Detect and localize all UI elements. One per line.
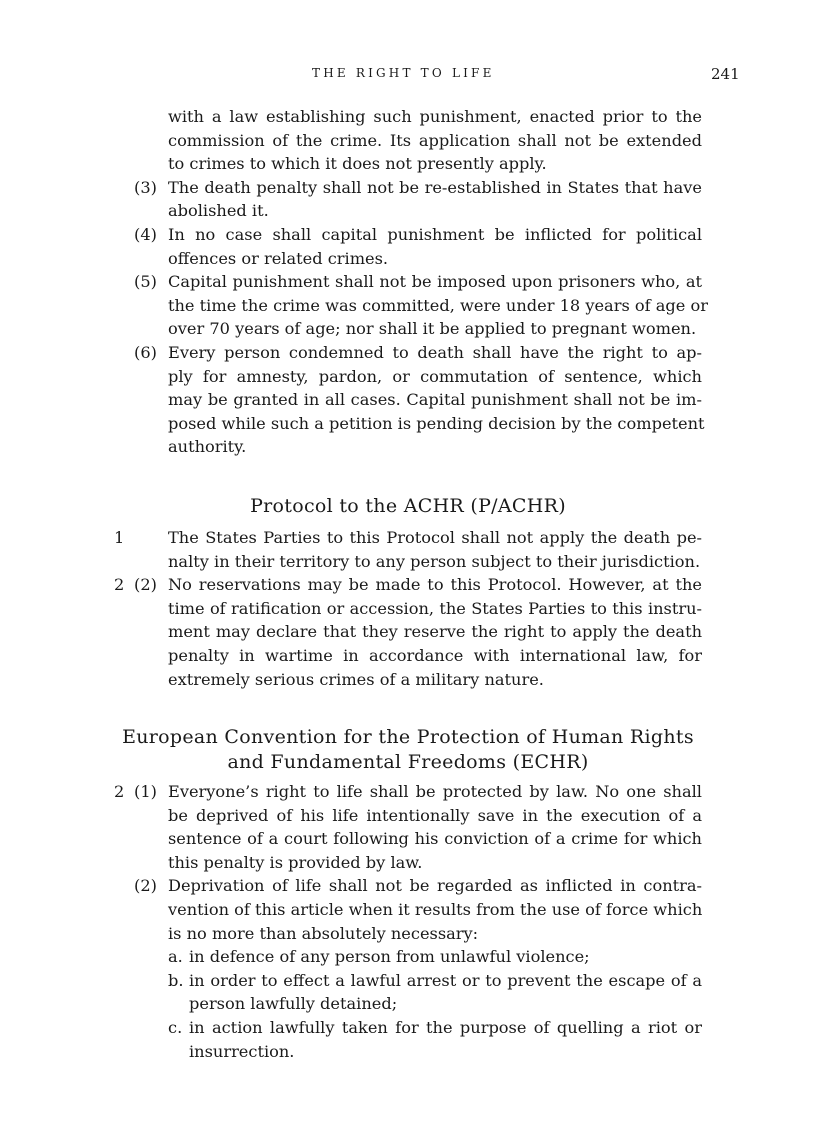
paragraph-number: (2) (134, 876, 157, 896)
page-number: 241 (711, 65, 740, 83)
running-head (0, 66, 816, 86)
subitem-c (0, 1016, 816, 1040)
paragraph-number: (4) (134, 224, 157, 244)
echr-paragraph-2 (0, 874, 816, 898)
subitem-a (0, 945, 816, 969)
text-line: In no case shall capital punishment be inflicted for political (168, 224, 702, 244)
article-number: 2 (114, 575, 125, 595)
echr-heading-line-2: and Fundamental Freedoms (ECHR) (227, 751, 589, 773)
text-line: offences or related crimes. (168, 248, 389, 268)
paragraph-number: (1) (134, 782, 157, 801)
text-line: authority. (168, 437, 247, 457)
paragraph-5 (0, 270, 816, 294)
text-line: this penalty is provided by law. (168, 852, 423, 872)
protocol-heading: Protocol to the ACHR (P/ACHR) (250, 495, 566, 517)
text-line: No reservations may be made to this Protocol. However, at the (168, 575, 702, 595)
text-line: penalty in wartime in accordance with international law, for (168, 645, 702, 665)
text-line: The death penalty shall not be re-established in States that have (168, 177, 702, 197)
text-line: the time the crime was committed, were under 18 years of age or (168, 295, 709, 315)
text-line: insurrection. (189, 1041, 295, 1061)
text-line: commission of the crime. Its application shall not be extended (168, 130, 702, 150)
text-line: in defence of any person from unlawful violence; (189, 947, 590, 967)
text-line: may be granted in all cases. Capital punishment shall not be im- (168, 390, 702, 410)
text-line: Everyone’s right to life shall be protected by law. No one shall (168, 782, 702, 801)
paragraph-3 (0, 176, 816, 200)
running-head-title: THE RIGHT TO LIFE (312, 66, 495, 80)
text-line: Capital punishment shall not be imposed upon prisoners who, at (168, 272, 702, 292)
paragraph-number: (6) (134, 342, 157, 362)
article-number: 1 (114, 528, 125, 547)
subitem-letter: a. (168, 947, 183, 967)
text-line: ply for amnesty, pardon, or commutation of sentence, which (168, 366, 702, 386)
text-line: vention of this article when it results from the use of force which (168, 899, 703, 919)
text-line: over 70 years of age; nor shall it be applied to pregnant women. (168, 319, 697, 339)
protocol-article-1 (0, 526, 816, 550)
text-line: in action lawfully taken for the purpose of quelling a riot or (189, 1017, 702, 1037)
paragraph-4 (0, 223, 816, 247)
text-line: ment may declare that they reserve the right to apply the death (168, 622, 702, 642)
text-line: be deprived of his life intentionally save in the execution of a (168, 805, 702, 825)
text-line: in order to effect a lawful arrest or to prevent the escape of a (189, 970, 702, 990)
subitem-letter: c. (168, 1017, 183, 1037)
paragraph-number: (3) (134, 177, 157, 197)
text-line: posed while such a petition is pending decision by the competent (168, 413, 705, 433)
subitem-letter: b. (168, 970, 184, 990)
text-line: nalty in their territory to any person subject to their jurisdiction. (168, 551, 701, 571)
text-line: time of ratification or accession, the States Parties to this instru- (168, 598, 702, 618)
text-line: extremely serious crimes of a military nature. (168, 669, 544, 689)
echr-article-2 (0, 780, 816, 1063)
echr-paragraph-1 (0, 780, 816, 804)
article-number: 2 (114, 782, 125, 801)
achr-article-continuation (0, 105, 816, 459)
protocol-article-2 (0, 573, 816, 597)
text-line: Every person condemned to death shall have the right to ap- (168, 342, 702, 362)
paragraph-number: (2) (134, 575, 157, 595)
text-line: is no more than absolutely necessary: (168, 923, 479, 943)
echr-heading-line-1: European Convention for the Protection of Human Rights (122, 726, 694, 748)
subitem-b (0, 969, 816, 993)
text-line: Deprivation of life shall not be regarded as inflicted in contra- (168, 876, 702, 896)
text-line: abolished it. (168, 201, 269, 221)
paragraph-number: (5) (134, 272, 157, 292)
protocol-articles (0, 526, 816, 691)
text-line: with a law establishing such punishment, enacted prior to the (168, 107, 702, 126)
text-line: The States Parties to this Protocol shall not apply the death pe- (168, 528, 702, 547)
paragraph-6 (0, 341, 816, 365)
text-line: person lawfully detained; (189, 994, 398, 1014)
text-line: sentence of a court following his conviction of a crime for which (168, 829, 702, 849)
text-line: to crimes to which it does not presently apply. (168, 154, 547, 174)
